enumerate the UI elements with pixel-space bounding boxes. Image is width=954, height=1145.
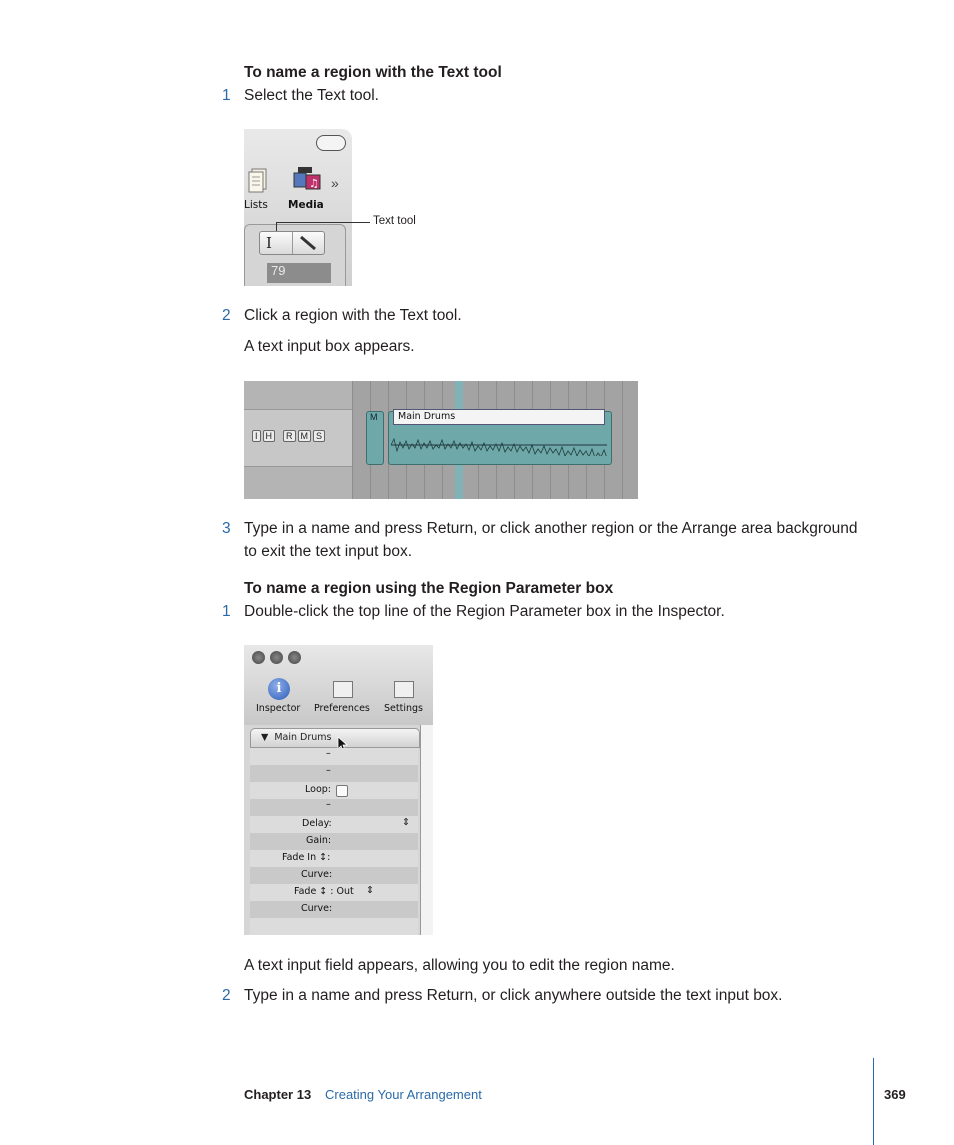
inspector-label[interactable]: Inspector: [256, 703, 301, 714]
region-name-input[interactable]: Main Drums: [393, 409, 605, 425]
media-icon: [292, 165, 322, 193]
param-row-gain: Gain:: [250, 833, 418, 850]
toolbar-screenshot: [244, 129, 352, 286]
delay-stepper-icon[interactable]: ⇕: [402, 817, 410, 828]
param-row: –: [250, 799, 418, 816]
section1-heading: To name a region with the Text tool: [244, 64, 502, 81]
zoom-window-icon[interactable]: [288, 651, 301, 664]
param-row: –: [250, 748, 418, 765]
lists-label[interactable]: Lists: [244, 199, 268, 211]
param-row-fade-in: Fade In ↕:: [250, 850, 418, 867]
arrange-screenshot: [244, 381, 638, 499]
track-buttons: [252, 430, 325, 442]
main-drums-region[interactable]: [388, 411, 612, 465]
settings-icon[interactable]: [394, 681, 414, 698]
param-row-curve: Curve:: [250, 867, 418, 884]
record-button[interactable]: R: [283, 430, 296, 442]
loop-checkbox[interactable]: [336, 785, 348, 797]
disclosure-triangle-icon[interactable]: ▼: [261, 732, 269, 743]
step-text: Type in a name and press Return, or click anywhere outside the text input box.: [244, 987, 783, 1004]
step-number: 1: [222, 603, 231, 620]
param-row-delay: Delay: ⇕: [250, 816, 418, 833]
callout-text-tool: Text tool: [373, 215, 416, 227]
param-row: –: [250, 765, 418, 782]
step-text-continued: to exit the text input box.: [244, 543, 413, 560]
toolbar-toggle-icon: [316, 135, 346, 151]
tool-divider: [292, 232, 293, 254]
param-row-empty: [250, 918, 418, 935]
footer-divider: [873, 1058, 874, 1145]
solo-button[interactable]: S: [313, 430, 325, 442]
region-title[interactable]: Main Drums: [274, 732, 332, 743]
hide-button[interactable]: H: [263, 430, 276, 442]
step-number: 2: [222, 307, 231, 324]
region-parameter-header[interactable]: [250, 728, 420, 748]
window-controls: [252, 651, 301, 664]
track-header-column: [244, 381, 352, 499]
mute-button[interactable]: M: [298, 430, 312, 442]
minimize-window-icon[interactable]: [270, 651, 283, 664]
arrange-grid[interactable]: [352, 381, 638, 499]
more-chevron-icon[interactable]: »: [331, 175, 339, 191]
small-region[interactable]: [366, 411, 384, 465]
window-toolbar: [244, 645, 433, 725]
page-number: 369: [884, 1087, 906, 1102]
fade-type-stepper-icon[interactable]: ⇕: [366, 885, 374, 896]
param-row-loop: Loop:: [250, 782, 418, 799]
waveform: [391, 434, 607, 456]
tool-menus: [259, 231, 325, 255]
preferences-label[interactable]: Preferences: [314, 703, 370, 714]
section2-heading: To name a region using the Region Parameter box: [244, 580, 614, 597]
svg-text:♫: ♫: [309, 177, 319, 190]
step-text: Type in a name and press Return, or click another region or the Arrange area background: [244, 520, 858, 537]
step-number: 2: [222, 987, 231, 1004]
step-text: Select the Text tool.: [244, 87, 379, 104]
settings-label[interactable]: Settings: [384, 703, 423, 714]
step-text: Click a region with the Text tool.: [244, 307, 462, 324]
callout-tick: [276, 222, 277, 231]
counter-display: 79: [267, 263, 331, 283]
pencil-tool-icon[interactable]: [298, 234, 320, 257]
step-number: 3: [222, 520, 231, 537]
media-label[interactable]: Media: [288, 199, 324, 211]
input-monitor-button[interactable]: I: [252, 430, 261, 442]
close-window-icon[interactable]: [252, 651, 265, 664]
track-header: [244, 409, 352, 467]
param-row-fade: Fade ↕ : Out ⇕: [250, 884, 418, 901]
tool-panel: [244, 224, 346, 286]
text-tool-icon[interactable]: I: [266, 234, 272, 252]
param-row-curve-2: Curve:: [250, 901, 418, 918]
step-text: Double-click the top line of the Region Parameter box in the Inspector.: [244, 603, 725, 620]
footer-chapter-title[interactable]: Creating Your Arrangement: [325, 1087, 482, 1102]
footer-chapter: Chapter 13: [244, 1087, 312, 1102]
inspector-screenshot: [244, 645, 433, 935]
note-text: A text input box appears.: [244, 338, 415, 355]
inspector-icon[interactable]: i: [268, 678, 290, 700]
lists-icon: [248, 167, 270, 193]
note-text: A text input field appears, allowing you to edit the region name.: [244, 957, 675, 974]
step-number: 1: [222, 87, 231, 104]
region-marker: M: [370, 412, 378, 422]
preferences-icon[interactable]: [333, 681, 353, 698]
arrange-edge: [420, 725, 433, 935]
callout-line: [276, 222, 370, 223]
